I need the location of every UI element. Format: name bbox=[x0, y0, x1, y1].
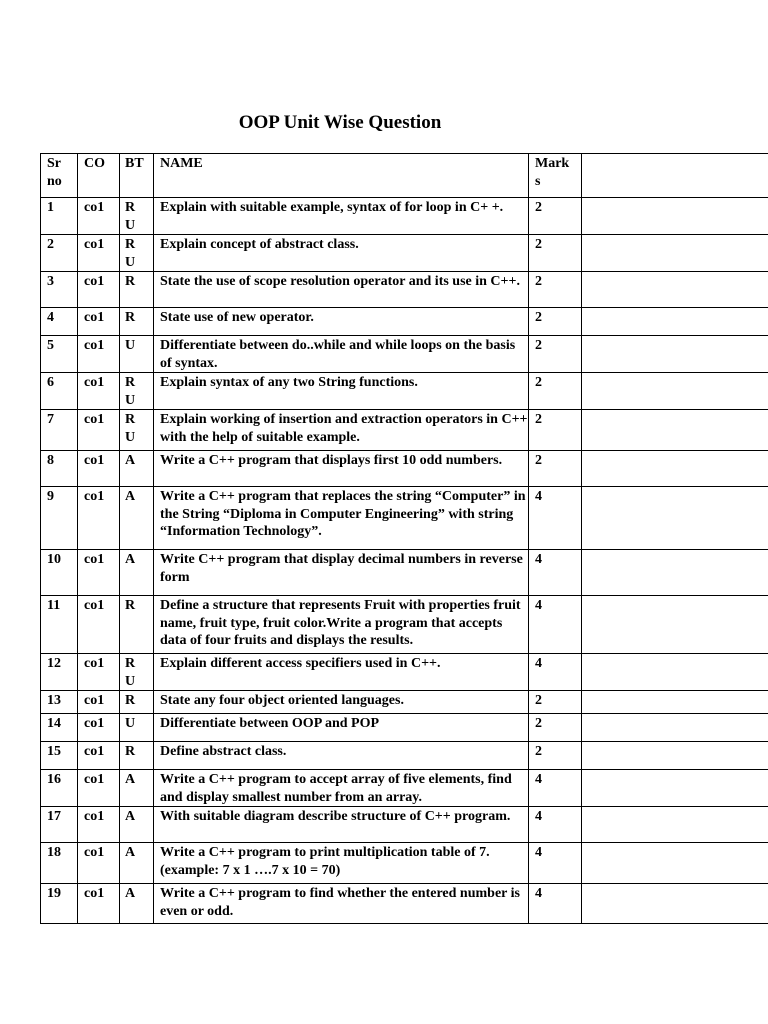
cell-bt bbox=[120, 884, 154, 924]
header-co: CO bbox=[78, 154, 120, 198]
table-row bbox=[41, 550, 768, 596]
cell-sr-no: 9 bbox=[41, 487, 78, 550]
cell-co: co1 bbox=[78, 807, 120, 843]
cell-sr-no: 7 bbox=[41, 410, 78, 451]
cell-co: co1 bbox=[78, 654, 120, 691]
cell-extra bbox=[582, 451, 768, 487]
cell-marks: 2 bbox=[529, 714, 582, 742]
cell-question: Explain different access specifiers used in C++. bbox=[154, 654, 529, 691]
cell-extra bbox=[582, 807, 768, 843]
bt-level: U bbox=[125, 673, 136, 689]
cell-extra bbox=[582, 742, 768, 770]
cell-sr-no: 2 bbox=[41, 235, 78, 272]
cell-extra bbox=[582, 884, 768, 924]
cell-bt bbox=[120, 487, 154, 550]
cell-question: Write a C++ program to accept array of five elements, find and display smallest number from an array. bbox=[154, 770, 529, 807]
cell-marks: 2 bbox=[529, 272, 582, 308]
cell-extra bbox=[582, 843, 768, 884]
cell-bt bbox=[120, 742, 154, 770]
table-row bbox=[41, 691, 768, 714]
cell-marks: 2 bbox=[529, 336, 582, 373]
cell-bt bbox=[120, 596, 154, 654]
cell-co: co1 bbox=[78, 550, 120, 596]
cell-marks: 4 bbox=[529, 487, 582, 550]
cell-co: co1 bbox=[78, 742, 120, 770]
cell-question: Write a C++ program to find whether the entered number is even or odd. bbox=[154, 884, 529, 924]
cell-question: Write a C++ program to print multiplication table of 7. (example: 7 x 1 ….7 x 10 = 70) bbox=[154, 843, 529, 884]
cell-bt bbox=[120, 770, 154, 807]
cell-marks: 4 bbox=[529, 654, 582, 691]
bt-level: R bbox=[125, 310, 136, 325]
bt-level: R bbox=[125, 375, 136, 390]
bt-level: U bbox=[125, 392, 136, 408]
cell-bt bbox=[120, 654, 154, 691]
cell-bt bbox=[120, 691, 154, 714]
cell-marks: 2 bbox=[529, 742, 582, 770]
cell-extra bbox=[582, 198, 768, 235]
cell-question: Differentiate between do..while and while loops on the basis of syntax. bbox=[154, 336, 529, 373]
header-marks: Mark s bbox=[529, 154, 582, 198]
cell-co: co1 bbox=[78, 272, 120, 308]
cell-sr-no: 6 bbox=[41, 373, 78, 410]
cell-bt bbox=[120, 550, 154, 596]
cell-bt bbox=[120, 410, 154, 451]
cell-co: co1 bbox=[78, 487, 120, 550]
table-row bbox=[41, 884, 768, 924]
cell-co: co1 bbox=[78, 451, 120, 487]
table-row bbox=[41, 843, 768, 884]
cell-co: co1 bbox=[78, 714, 120, 742]
cell-marks: 4 bbox=[529, 596, 582, 654]
table-row bbox=[41, 654, 768, 691]
cell-extra bbox=[582, 654, 768, 691]
cell-question: State any four object oriented languages. bbox=[154, 691, 529, 714]
cell-sr-no: 16 bbox=[41, 770, 78, 807]
bt-level: A bbox=[125, 552, 136, 567]
cell-question: State use of new operator. bbox=[154, 308, 529, 336]
cell-co: co1 bbox=[78, 336, 120, 373]
table-row bbox=[41, 272, 768, 308]
cell-bt bbox=[120, 714, 154, 742]
cell-co: co1 bbox=[78, 198, 120, 235]
table-row bbox=[41, 807, 768, 843]
cell-extra bbox=[582, 336, 768, 373]
cell-question: Define a structure that represents Fruit with properties fruit name, fruit type, fruit color.Write a program that accepts data of four fruits and displays the results. bbox=[154, 596, 529, 654]
cell-co: co1 bbox=[78, 308, 120, 336]
cell-extra bbox=[582, 770, 768, 807]
cell-question: Differentiate between OOP and POP bbox=[154, 714, 529, 742]
cell-bt bbox=[120, 807, 154, 843]
cell-marks: 2 bbox=[529, 451, 582, 487]
cell-marks: 4 bbox=[529, 770, 582, 807]
cell-sr-no: 8 bbox=[41, 451, 78, 487]
cell-question: With suitable diagram describe structure of C++ program. bbox=[154, 807, 529, 843]
table-row bbox=[41, 714, 768, 742]
bt-level: A bbox=[125, 772, 136, 787]
cell-sr-no: 15 bbox=[41, 742, 78, 770]
cell-sr-no: 1 bbox=[41, 198, 78, 235]
cell-extra bbox=[582, 272, 768, 308]
cell-sr-no: 18 bbox=[41, 843, 78, 884]
cell-question: Explain syntax of any two String functions. bbox=[154, 373, 529, 410]
bt-level: A bbox=[125, 845, 136, 860]
header-extra bbox=[582, 154, 768, 198]
cell-marks: 4 bbox=[529, 884, 582, 924]
cell-extra bbox=[582, 550, 768, 596]
bt-level: R bbox=[125, 412, 136, 427]
cell-extra bbox=[582, 487, 768, 550]
cell-extra bbox=[582, 373, 768, 410]
bt-level: R bbox=[125, 656, 136, 671]
cell-marks: 2 bbox=[529, 691, 582, 714]
cell-bt bbox=[120, 198, 154, 235]
table-row bbox=[41, 235, 768, 272]
cell-marks: 2 bbox=[529, 410, 582, 451]
cell-bt bbox=[120, 308, 154, 336]
cell-co: co1 bbox=[78, 691, 120, 714]
question-table bbox=[40, 153, 768, 924]
cell-question: Explain concept of abstract class. bbox=[154, 235, 529, 272]
cell-co: co1 bbox=[78, 373, 120, 410]
header-sr-no: Sr no bbox=[41, 154, 78, 198]
cell-extra bbox=[582, 410, 768, 451]
bt-level: R bbox=[125, 598, 136, 613]
header-name: NAME bbox=[154, 154, 529, 198]
bt-level: R bbox=[125, 744, 136, 759]
cell-bt bbox=[120, 373, 154, 410]
cell-sr-no: 12 bbox=[41, 654, 78, 691]
cell-co: co1 bbox=[78, 410, 120, 451]
header-bt: BT bbox=[120, 154, 154, 198]
question-table-body bbox=[41, 154, 768, 924]
bt-level: A bbox=[125, 886, 136, 901]
bt-level: R bbox=[125, 237, 136, 252]
cell-extra bbox=[582, 308, 768, 336]
cell-co: co1 bbox=[78, 235, 120, 272]
cell-extra bbox=[582, 596, 768, 654]
table-row bbox=[41, 373, 768, 410]
cell-bt bbox=[120, 451, 154, 487]
cell-question: Write C++ program that display decimal numbers in reverse form bbox=[154, 550, 529, 596]
cell-sr-no: 13 bbox=[41, 691, 78, 714]
bt-level: R bbox=[125, 200, 136, 215]
cell-question: Define abstract class. bbox=[154, 742, 529, 770]
bt-level: A bbox=[125, 489, 136, 504]
bt-level: U bbox=[125, 338, 136, 353]
table-row bbox=[41, 410, 768, 451]
cell-extra bbox=[582, 691, 768, 714]
cell-sr-no: 5 bbox=[41, 336, 78, 373]
cell-co: co1 bbox=[78, 884, 120, 924]
table-row bbox=[41, 770, 768, 807]
cell-sr-no: 4 bbox=[41, 308, 78, 336]
table-row bbox=[41, 336, 768, 373]
bt-level: R bbox=[125, 693, 136, 708]
cell-co: co1 bbox=[78, 770, 120, 807]
table-row bbox=[41, 596, 768, 654]
cell-bt bbox=[120, 235, 154, 272]
bt-level: U bbox=[125, 217, 136, 233]
cell-sr-no: 11 bbox=[41, 596, 78, 654]
page-title: OOP Unit Wise Question bbox=[238, 112, 442, 133]
cell-question: Write a C++ program that replaces the string “Computer” in the String “Diploma in Computer Engineering” with string “Information Technology”. bbox=[154, 487, 529, 550]
table-row bbox=[41, 487, 768, 550]
table-row bbox=[41, 451, 768, 487]
bt-level: U bbox=[125, 254, 136, 270]
cell-question: State the use of scope resolution operator and its use in C++. bbox=[154, 272, 529, 308]
table-row bbox=[41, 742, 768, 770]
table-row bbox=[41, 198, 768, 235]
cell-bt bbox=[120, 272, 154, 308]
cell-sr-no: 17 bbox=[41, 807, 78, 843]
cell-sr-no: 3 bbox=[41, 272, 78, 308]
bt-level: U bbox=[125, 716, 136, 731]
cell-marks: 4 bbox=[529, 807, 582, 843]
cell-bt bbox=[120, 843, 154, 884]
cell-marks: 2 bbox=[529, 308, 582, 336]
bt-level: R bbox=[125, 274, 136, 289]
header-row bbox=[41, 154, 768, 198]
cell-sr-no: 10 bbox=[41, 550, 78, 596]
cell-marks: 2 bbox=[529, 235, 582, 272]
cell-co: co1 bbox=[78, 843, 120, 884]
cell-marks: 2 bbox=[529, 373, 582, 410]
cell-bt bbox=[120, 336, 154, 373]
cell-sr-no: 14 bbox=[41, 714, 78, 742]
cell-question: Explain with suitable example, syntax of for loop in C+ +. bbox=[154, 198, 529, 235]
bt-level: A bbox=[125, 809, 136, 824]
cell-marks: 2 bbox=[529, 198, 582, 235]
bt-level: A bbox=[125, 453, 136, 468]
cell-marks: 4 bbox=[529, 843, 582, 884]
bt-level: U bbox=[125, 429, 136, 445]
cell-question: Write a C++ program that displays first 10 odd numbers. bbox=[154, 451, 529, 487]
cell-co: co1 bbox=[78, 596, 120, 654]
table-row bbox=[41, 308, 768, 336]
cell-question: Explain working of insertion and extraction operators in C++ with the help of suitable example. bbox=[154, 410, 529, 451]
cell-sr-no: 19 bbox=[41, 884, 78, 924]
cell-marks: 4 bbox=[529, 550, 582, 596]
cell-extra bbox=[582, 235, 768, 272]
cell-extra bbox=[582, 714, 768, 742]
